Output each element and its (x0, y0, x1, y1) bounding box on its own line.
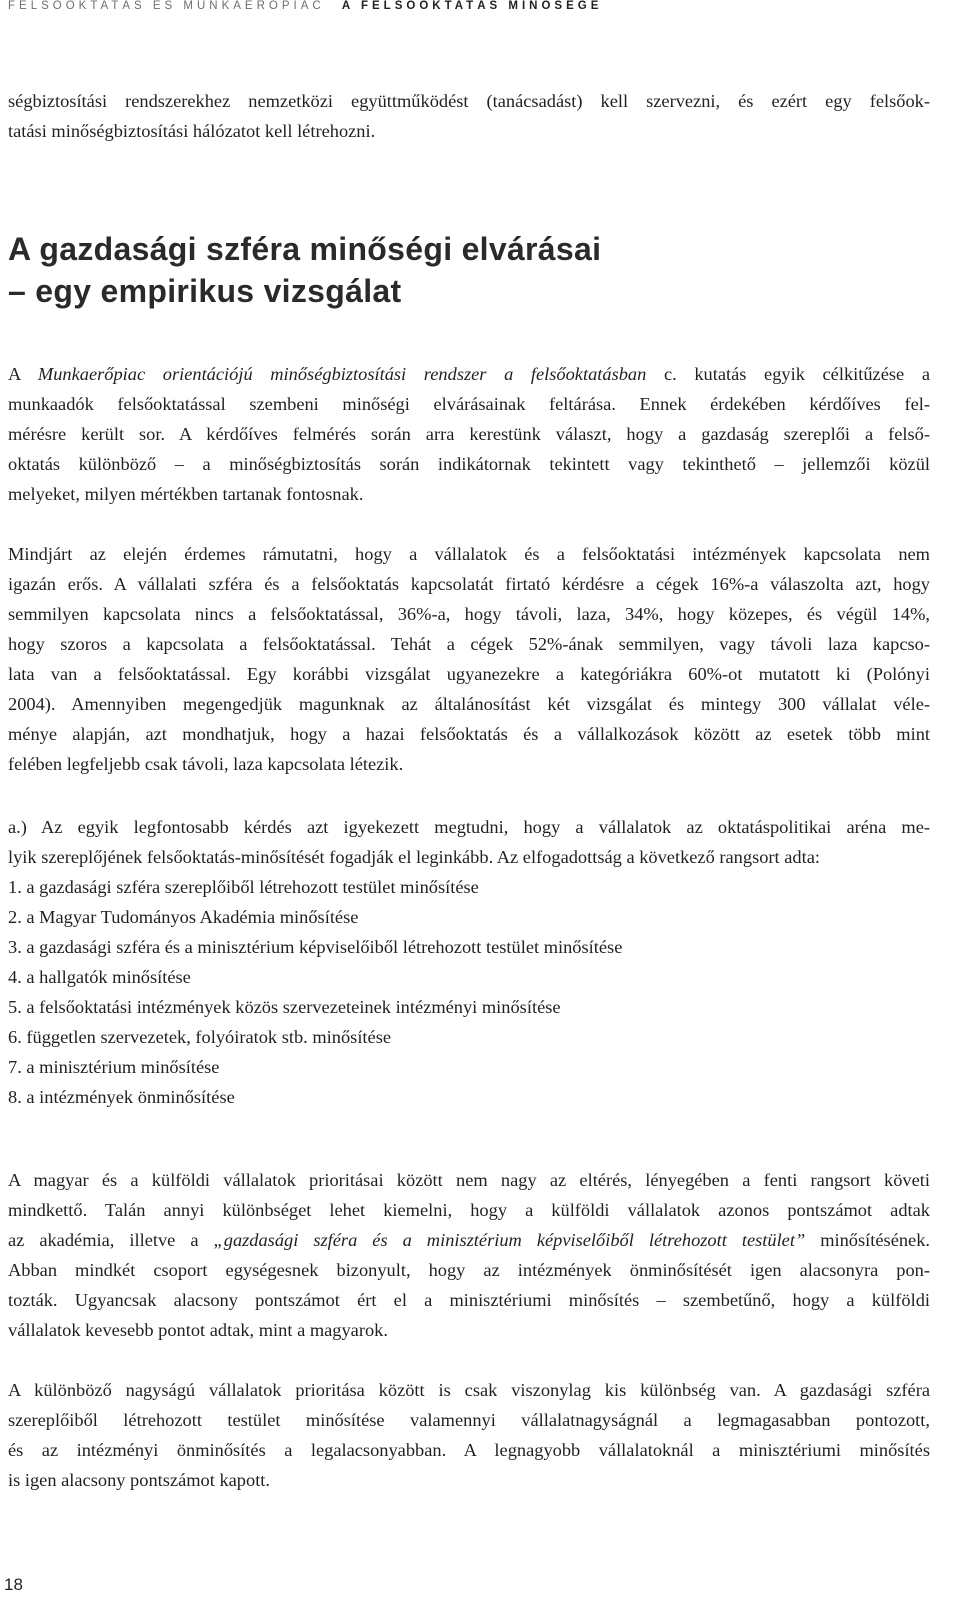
text-line: mindkettő. Talán annyi különbséget lehet kiemelni, hogy a külföldi vállalatok azonos pontszámot adtak (8, 1200, 930, 1220)
ranking-item: 3. a gazdasági szféra és a minisztérium képviselőiből létrehozott testület minősítése (8, 937, 623, 957)
section-title-line: – egy empirikus vizsgálat (8, 273, 402, 309)
text-line: hogy szoros a kapcsolata a felsőoktatással. Tehát a cégek 52%-ának semmilyen, vagy távoli laza kapcso- (8, 634, 930, 654)
paragraph-5 (8, 1375, 930, 1495)
paragraph-2 (8, 539, 930, 779)
text-line: ménye alapján, azt mondhatjuk, hogy a hazai felsőoktatás és a vállalkozások között az esetek több mint (8, 724, 930, 744)
running-header (8, 0, 948, 20)
text-line: A magyar és a külföldi vállalatok prioritásai között nem nagy az eltérés, lényegében a fenti rangsort követi (8, 1170, 930, 1190)
text-line: lata van a felsőoktatással. Egy korábbi vizsgálat ugyanezekre a kategóriákra 60%-ot mutatott ki (Polónyi (8, 664, 930, 684)
paragraph-4 (8, 1165, 930, 1345)
ranking-item: 1. a gazdasági szféra szereplőiből létrehozott testület minősítése (8, 877, 479, 897)
italic-quote: „gazdasági szféra és a minisztérium képviselőiből létrehozott testület” (213, 1230, 806, 1250)
section-title-line: A gazdasági szféra minőségi elvárásai (8, 231, 602, 267)
text-line (8, 1225, 930, 1255)
text-line: és az intézményi önminősítés a legalacsonyabban. A legnagyobb vállalatoknál a minisztériumi minősítés (8, 1440, 930, 1460)
text-line: szereplőiből létrehozott testület minősítése valamennyi vállalatnagyságnál a legmagasabban pontozott, (8, 1410, 930, 1430)
ranking-item: 5. a felsőoktatási intézmények közös szervezeteinek intézményi minősítése (8, 997, 561, 1017)
ranking-item: 7. a minisztérium minősítése (8, 1057, 220, 1077)
text-line: vállalatok kevesebb pontot adtak, mint a magyarok. (8, 1320, 388, 1340)
paragraph-3 (8, 812, 930, 872)
ranking-item: 8. a intézmények önminősítése (8, 1087, 235, 1107)
section-title (8, 228, 938, 312)
text-line: 2004). Amennyiben megengedjük magunknak az általánosítást két vizsgálat és mintegy 300 vállalat véle- (8, 694, 930, 714)
text-line: mérésre került sor. A kérdőíves felmérés során arra kerestünk választ, hogy a gazdaság szereplői a felső- (8, 424, 930, 444)
text-line: Mindjárt az elején érdemes rámutatni, hogy a vállalatok és a felsőoktatási intézmények kapcsolata nem (8, 544, 930, 564)
ranking-item: 6. független szervezetek, folyóiratok stb. minősítése (8, 1027, 392, 1047)
text-run: minősítésének. (805, 1230, 931, 1250)
text-run: az akadémia, illetve a (8, 1230, 214, 1250)
ranking-item: 4. a hallgatók minősítése (8, 967, 191, 987)
text-line: lyik szereplőjének felsőoktatás-minősítését fogadják el leginkább. Az elfogadottság a következő rangsort adta: (8, 847, 820, 867)
text-line: is igen alacsony pontszámot kapott. (8, 1470, 271, 1490)
ranking-item: 2. a Magyar Tudományos Akadémia minősítése (8, 907, 359, 927)
ranking-list (8, 872, 930, 1112)
text-line: tatási minőségbiztosítási hálózatot kell létrehozni. (8, 121, 376, 141)
text-run: c. kutatás egyik célkitűzése a (646, 364, 930, 384)
page-number: 18 (4, 1575, 23, 1594)
text-line: felében legfeljebb csak távoli, laza kapcsolata létezik. (8, 754, 404, 774)
italic-title: Munkaerőpiac orientációjú minőségbiztosítási rendszer a felsőoktatásban (37, 364, 647, 384)
text-line: tozták. Ugyancsak alacsony pontszámot ért el a minisztériumi minősítés – szembetűnő, hogy a külföldi (8, 1290, 930, 1310)
text-line: ségbiztosítási rendszerekhez nemzetközi együttműködést (tanácsadást) kell szervezni, és ezért egy felsőok- (8, 91, 930, 111)
text-line: melyeket, milyen mértékben tartanak fontosnak. (8, 484, 364, 504)
header-section-label: FELSŐOKTATÁS ÉS MUNKAERŐPIAC (8, 0, 325, 12)
text-line: a.) Az egyik legfontosabb kérdés azt igyekezett megtudni, hogy a vállalatok az oktatáspolitikai aréna me- (8, 817, 930, 837)
text-line: igazán erős. A vállalati szféra és a felsőoktatás kapcsolatát firtató kérdésre a cégek 16%-a válaszolta azt, hogy (8, 574, 930, 594)
text-line: oktatás különböző – a minőségbiztosítás során indikátornak tekintett vagy tekinthető – jellemzői közül (8, 454, 930, 474)
text-line: A különböző nagyságú vállalatok prioritása között is csak viszonylag kis különbség van. A gazdasági szféra (8, 1380, 930, 1400)
text-line: semmilyen kapcsolata nincs a felsőoktatással, 36%-a, hogy távoli, laza, 34%, hogy közepes, és végül 14%, (8, 604, 930, 624)
paragraph-1 (8, 359, 930, 509)
intro-paragraph (8, 86, 930, 146)
text-run: A (8, 364, 38, 384)
header-current-chapter: A FELSŐOKTATÁS MINŐSÉGE (341, 0, 603, 12)
text-line (8, 359, 930, 389)
text-line: Abban mindkét csoport egységesnek bizonyult, hogy az intézmények önminősítését igen alacsonyra pon- (8, 1260, 930, 1280)
text-line: munkaadók felsőoktatással szembeni minőségi elvárásainak feltárása. Ennek érdekében kérdőíves fel- (8, 394, 930, 414)
